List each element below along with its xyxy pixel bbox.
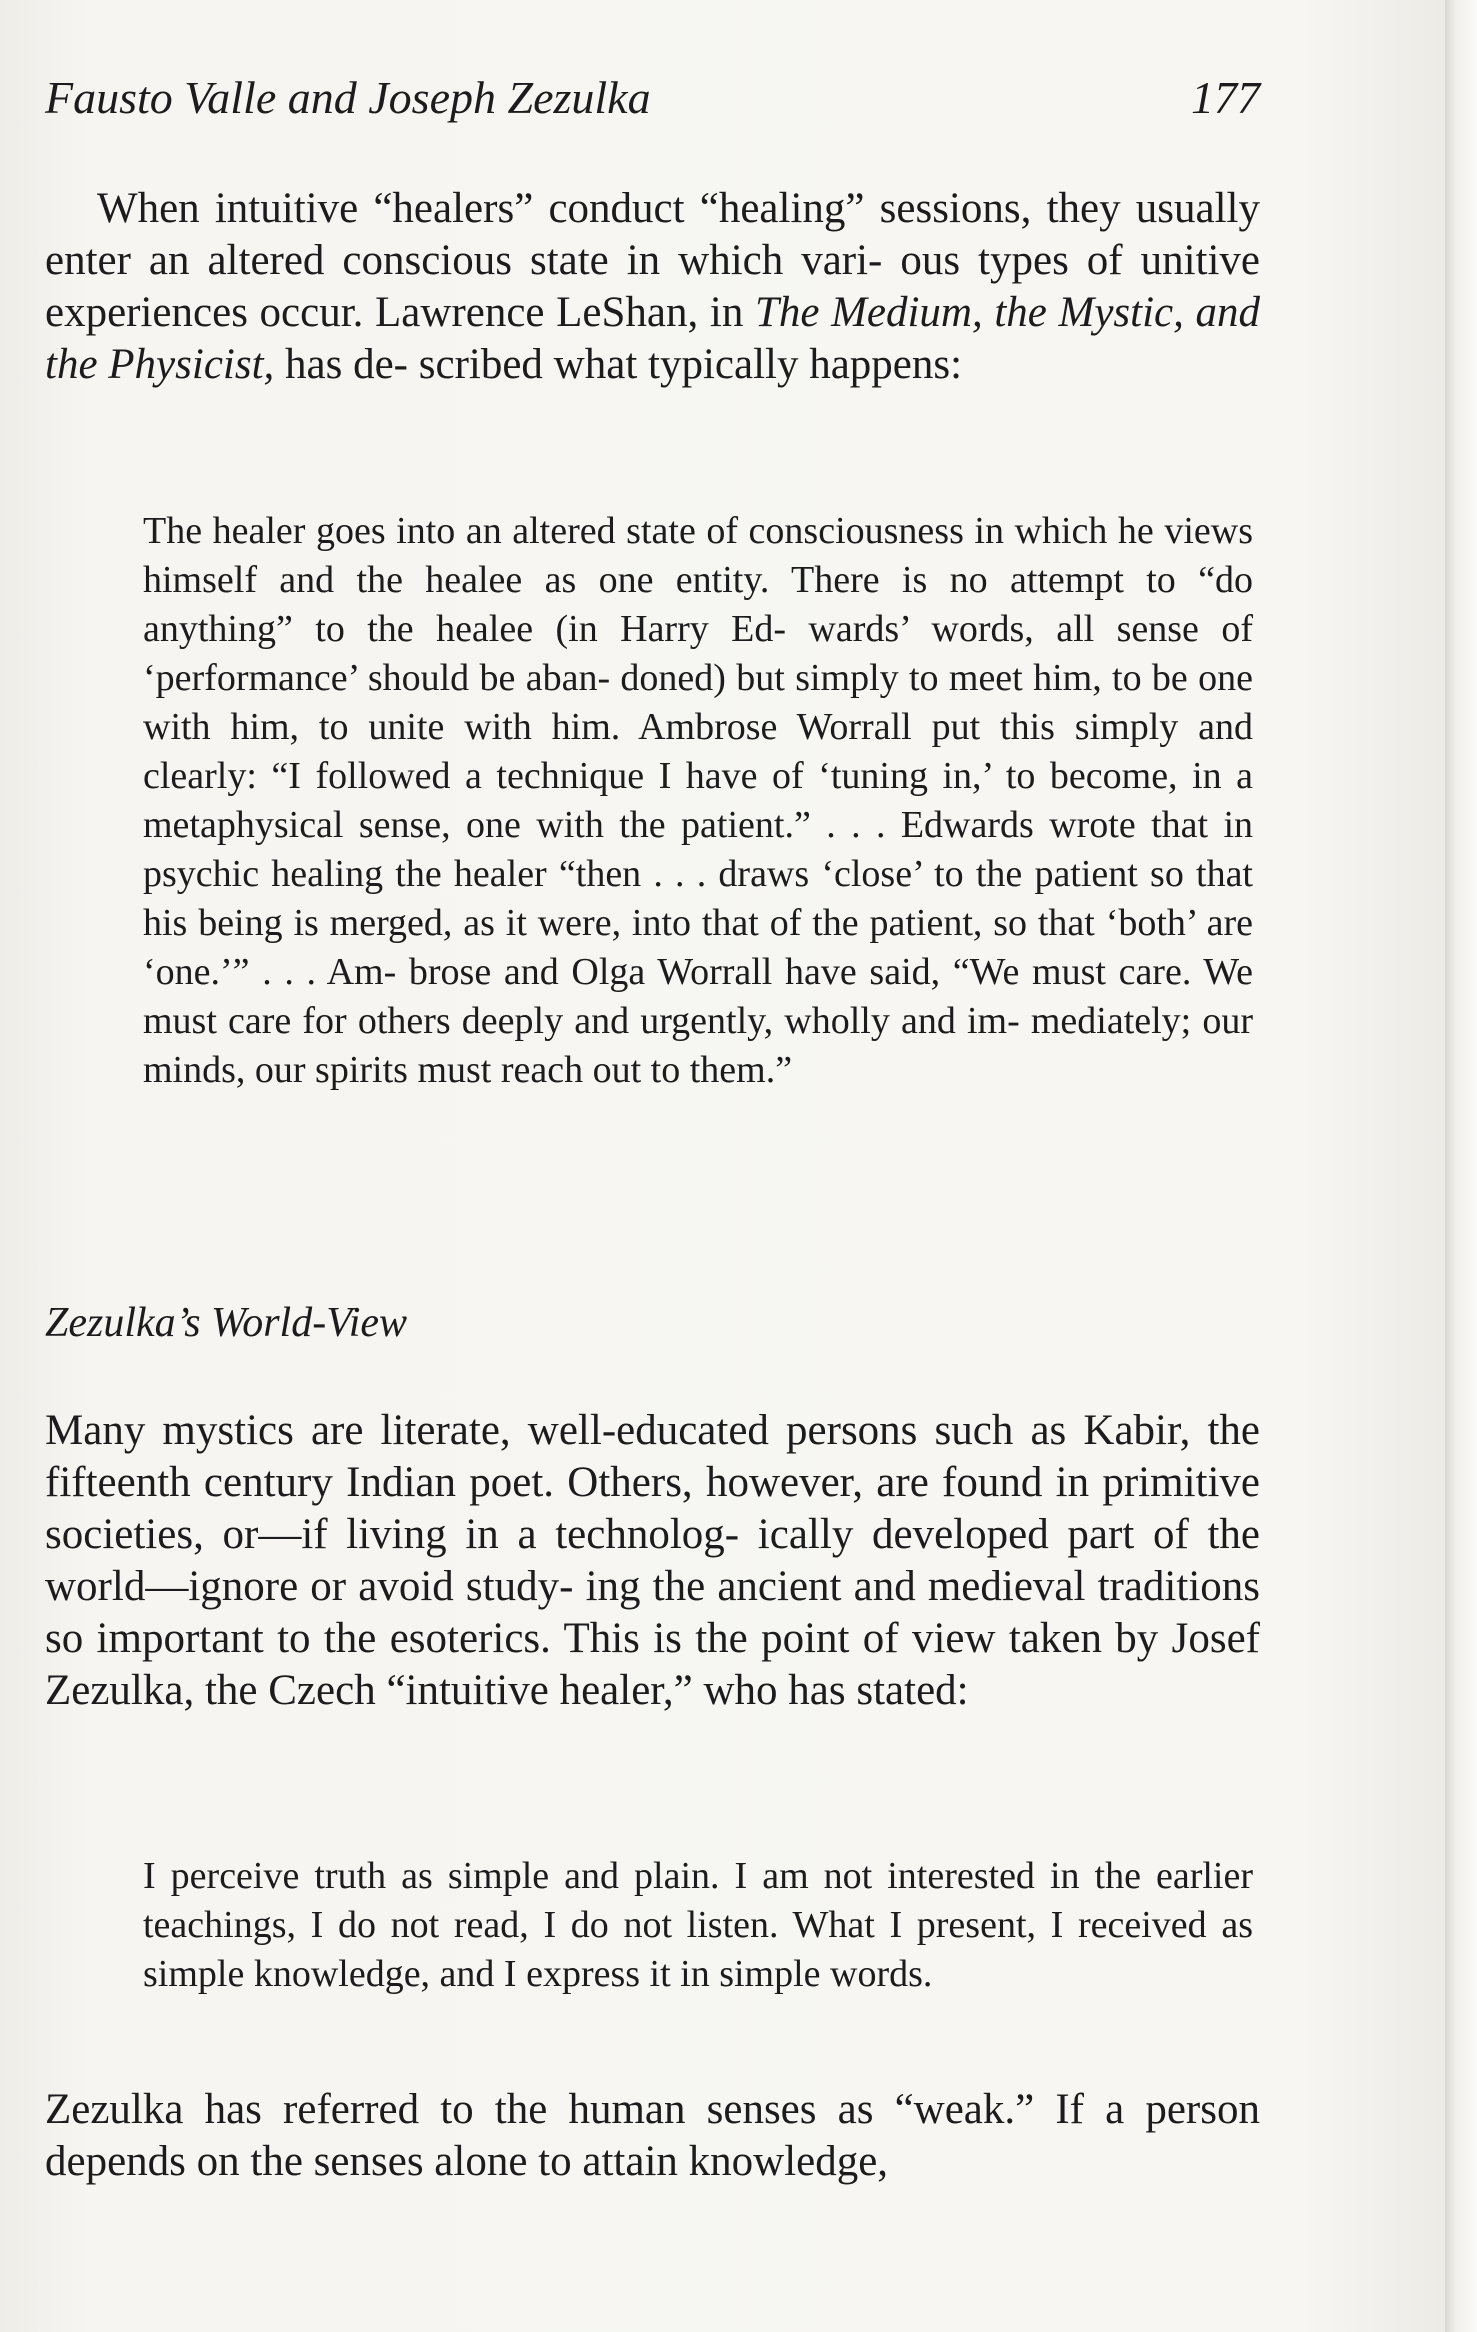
paragraph-mystics xyxy=(45,1405,1260,1717)
paragraph-text: When intuitive “healers” conduct “healing” sessions, they usually enter an altered conscious state in which vari- ous types of unitive experiences occur. Lawrence LeShan, in xyxy=(45,185,1260,336)
block-quote-leshan xyxy=(143,507,1253,1095)
quote-text: I perceive truth as simple and plain. I am not interested in the earlier teachings, I do not read, I do not listen. What I present, I received as simple knowledge, and I express it in simple words. xyxy=(143,1855,1253,1995)
section-heading: Zezulka’s World-View xyxy=(45,1300,408,1346)
paragraph-healing-sessions xyxy=(45,183,1260,391)
running-head-title: Fausto Valle and Joseph Zezulka xyxy=(45,72,651,123)
block-quote-zezulka xyxy=(143,1852,1253,1999)
page-edge xyxy=(1445,0,1477,2332)
quote-text: The healer goes into an altered state of consciousness in which he views himself and the healee as one entity. There is no attempt to “do anything” to the healee (in Harry Ed- wards’ words, all sense of ‘performance’ should be aban- doned) but simply to meet him, to be one with him, to unite with him. Ambrose Worrall put this simply and clearly: “I followed a technique I have of ‘tuning in,’ to become, in a metaphysical sense, one with the patient.” . . . Edwards wrote that in psychic healing the healer “then . . . draws ‘close’ to the patient so that his being is merged, as it were, into that of the patient, so that ‘both’ are ‘one.’” . . . Am- brose and Olga Worrall have said, “We must care. We must care for others deeply and urgently, wholly and im- mediately; our minds, our spirits must reach out to them.” xyxy=(143,510,1253,1091)
paragraph-text: has de- scribed what typically happens: xyxy=(274,341,963,388)
page-number: 177 xyxy=(1191,72,1260,123)
paragraph-text: Zezulka has referred to the human senses as “weak.” If a person depends on the senses alone to attain knowledge, xyxy=(45,2086,1260,2185)
paragraph-senses xyxy=(45,2084,1260,2188)
running-head xyxy=(45,68,1260,128)
paragraph-text: Many mystics are literate, well-educated persons such as Kabir, the fifteenth century Indian poet. Others, however, are found in primitive societies, or—if living in a technolog- ically developed part of the world—ignore or avoid study- ing the ancient and medieval traditions so important to the esoterics. This is the point of view taken by Josef Zezulka, the Czech “intuitive healer,” who has stated: xyxy=(45,1407,1260,1714)
book-title: The Medium, the Mystic, and the Physicist, xyxy=(45,289,1261,388)
